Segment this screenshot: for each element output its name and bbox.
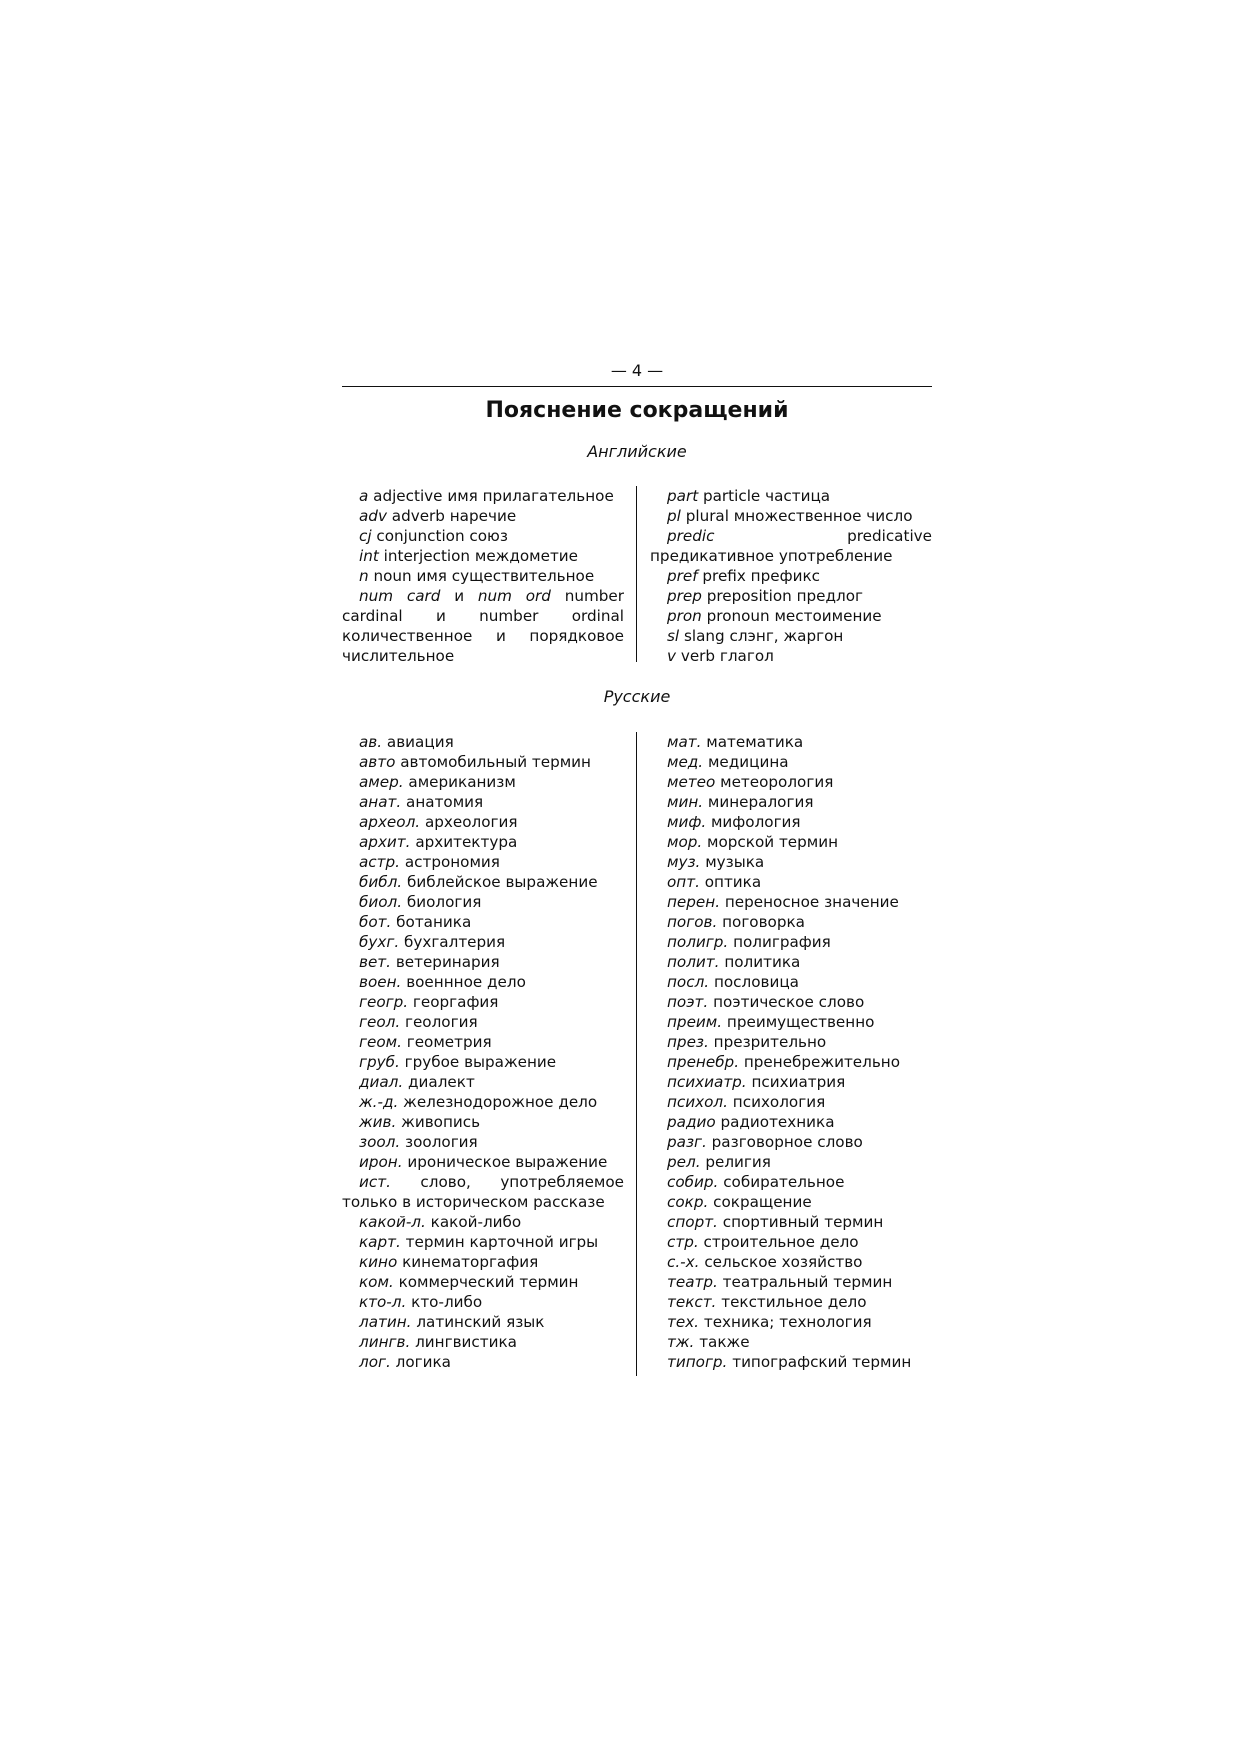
abbr-entry: перен. переносное значение <box>667 893 899 911</box>
abbr-entry: сокр. сокращение <box>667 1193 812 1211</box>
russian-right-column <box>650 732 932 1372</box>
abbr-entry: амер. американизм <box>359 773 516 791</box>
abbr-entry: архит. архитектура <box>359 833 518 851</box>
page-title: Пояснение сокращений <box>485 398 789 423</box>
abbr-entry: adv adverb наречие <box>359 507 517 525</box>
abbr-entry: a adjective имя прилагательное <box>359 487 614 505</box>
abbr-entry: pron pronoun местоимение <box>667 607 882 625</box>
abbr-entry: анат. анатомия <box>359 793 484 811</box>
abbr-entry: миф. мифология <box>667 813 801 831</box>
abbr-entry: груб. грубое выражение <box>359 1053 557 1071</box>
abbr-entry: текст. текстильное дело <box>667 1293 867 1311</box>
english-left-column <box>342 486 624 666</box>
abbr-entry: бухг. бухгалтерия <box>359 933 506 951</box>
abbr-entry: посл. пословица <box>667 973 799 991</box>
abbr-entry: поэт. поэтическое слово <box>667 993 865 1011</box>
abbr-entry: геол. геология <box>359 1013 478 1031</box>
abbr-entry: мат. математика <box>667 733 804 751</box>
abbr-entry: театр. театральный термин <box>667 1273 893 1291</box>
abbr-entry: полит. политика <box>667 953 801 971</box>
abbr-entry: predic predicative предикативное употребление <box>650 527 932 565</box>
abbr-entry: тех. техника; технология <box>667 1313 872 1331</box>
abbr-entry: диал. диалект <box>359 1073 475 1091</box>
abbr-entry: собир. собирательное <box>667 1173 845 1191</box>
abbr-entry: муз. музыка <box>667 853 765 871</box>
abbr-entry: полигр. полиграфия <box>667 933 831 951</box>
abbr-entry: археол. археология <box>359 813 518 831</box>
abbr-entry: радио радиотехника <box>667 1113 835 1131</box>
abbr-entry: prep preposition предлог <box>667 587 863 605</box>
abbr-entry: pref prefix префикс <box>667 567 820 585</box>
abbr-entry: астр. астрономия <box>359 853 500 871</box>
abbr-entry: ав. авиация <box>359 733 454 751</box>
abbr-entry: метео метеорология <box>667 773 834 791</box>
abbr-entry: бот. ботаника <box>359 913 472 931</box>
abbr-entry: ирон. ироническое выражение <box>359 1153 608 1171</box>
abbr-entry: part particle частица <box>667 487 831 505</box>
abbr-entry: вет. ветеринария <box>359 953 500 971</box>
abbr-entry: ж.-д. железнодорожное дело <box>359 1093 598 1111</box>
abbr-entry: стр. строительное дело <box>667 1233 859 1251</box>
abbr-entry: погов. поговорка <box>667 913 805 931</box>
abbr-entry: с.-х. сельское хозяйство <box>667 1253 863 1271</box>
abbr-entry: тж. также <box>667 1333 750 1351</box>
abbr-entry: pl plural множественное число <box>667 507 913 525</box>
abbr-entry: латин. латинский язык <box>359 1313 545 1331</box>
abbr-entry: n noun имя существительное <box>359 567 595 585</box>
abbr-entry: геогр. георгафия <box>359 993 499 1011</box>
abbr-entry: sl slang слэнг, жаргон <box>667 627 844 645</box>
abbr-entry: биол. биология <box>359 893 482 911</box>
header-rule <box>342 386 932 387</box>
abbr-entry: лог. логика <box>359 1353 451 1371</box>
abbr-entry: типогр. типографский термин <box>667 1353 912 1371</box>
abbr-entry: жив. живопись <box>359 1113 481 1131</box>
russian-left-column <box>342 732 624 1372</box>
abbr-entry: преим. преимущественно <box>667 1013 875 1031</box>
abbr-entry: авто автомобильный термин <box>359 753 591 771</box>
abbr-entry: мор. морской термин <box>667 833 839 851</box>
abbr-entry: какой-л. какой-либо <box>359 1213 522 1231</box>
abbr-entry: опт. оптика <box>667 873 762 891</box>
abbr-entry: кино кинематоргафия <box>359 1253 539 1271</box>
abbr-entry: зоол. зоология <box>359 1133 478 1151</box>
abbr-entry: психиатр. психиатрия <box>667 1073 846 1091</box>
abbr-entry: int interjection междометие <box>359 547 579 565</box>
abbr-entry: психол. психология <box>667 1093 826 1111</box>
abbr-entry: кто-л. кто-либо <box>359 1293 483 1311</box>
abbr-entry: v verb глагол <box>667 647 774 665</box>
abbr-entry: карт. термин карточной игры <box>359 1233 599 1251</box>
abbr-entry: спорт. спортивный термин <box>667 1213 884 1231</box>
abbr-entry: num card и num ord number cardinal и number ordinal количественное и порядковое числительное <box>342 587 625 665</box>
abbr-entry: лингв. лингвистика <box>359 1333 517 1351</box>
page-number: — 4 — <box>610 361 664 380</box>
abbr-entry: пренебр. пренебрежительно <box>667 1053 901 1071</box>
section-heading-english: Английские <box>587 442 687 461</box>
abbr-entry: рел. религия <box>667 1153 771 1171</box>
abbr-entry: библ. библейское выражение <box>359 873 598 891</box>
abbr-entry: cj conjunction союз <box>359 527 508 545</box>
abbr-entry: ист. слово, употребляемое только в историческом рассказе <box>342 1173 625 1211</box>
abbr-entry: разг. разговорное слово <box>667 1133 863 1151</box>
abbr-entry: ком. коммерческий термин <box>359 1273 579 1291</box>
column-divider <box>636 732 637 1376</box>
abbr-entry: воен. военнное дело <box>359 973 526 991</box>
abbr-entry: през. презрительно <box>667 1033 827 1051</box>
column-divider <box>636 486 637 662</box>
section-heading-russian: Русские <box>603 687 671 706</box>
abbr-entry: геом. геометрия <box>359 1033 492 1051</box>
abbr-entry: мин. минералогия <box>667 793 814 811</box>
abbr-entry: мед. медицина <box>667 753 789 771</box>
english-right-column <box>650 486 932 666</box>
